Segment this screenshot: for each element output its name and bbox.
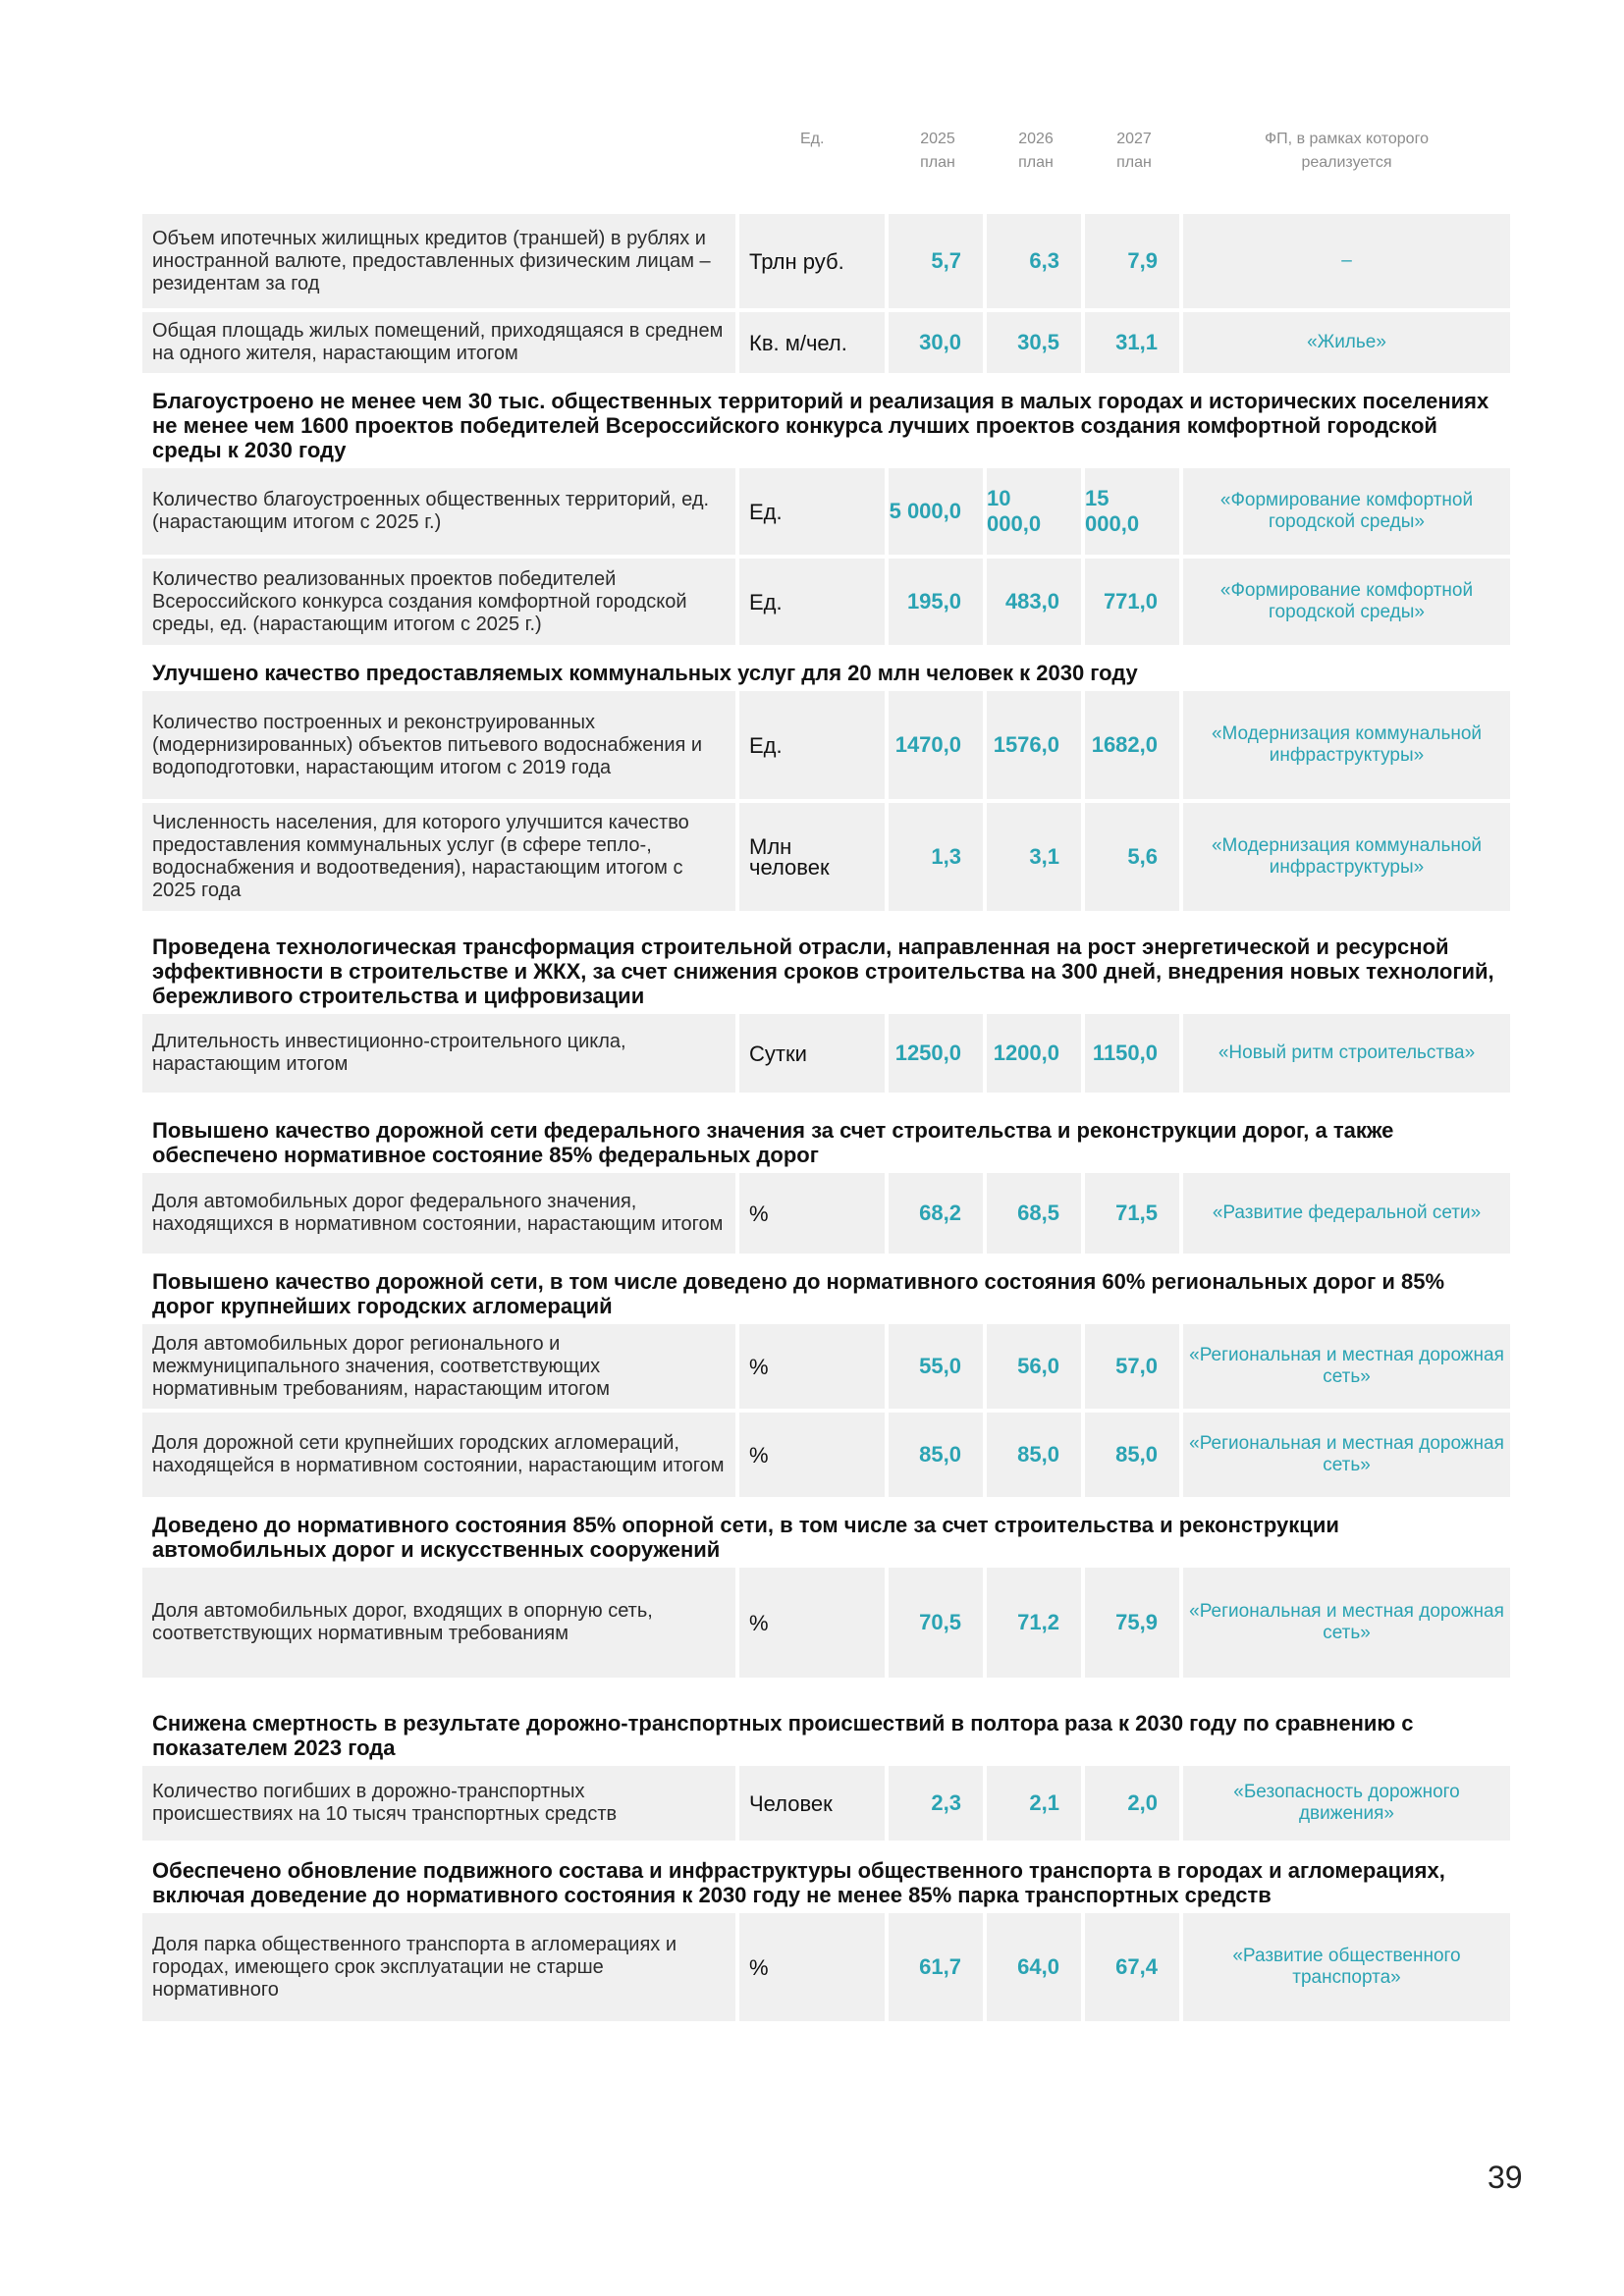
table-row [142, 312, 1517, 373]
value-2027: 2,0 [1085, 1766, 1179, 1841]
indicator-name: Количество благоустроенных общественных территорий, ед. (нарастающим итогом с 2025 г.) [142, 468, 735, 555]
federal-project: «Модернизация коммунальной инфраструктуры» [1183, 803, 1510, 911]
table-row [142, 1413, 1517, 1497]
value-2025: 70,5 [889, 1568, 983, 1678]
indicator-name: Доля парка общественного транспорта в агломерациях и городах, имеющего срок эксплуатации не старше нормативного [142, 1913, 735, 2021]
federal-project: «Формирование комфортной городской среды» [1183, 468, 1510, 555]
section-title: Повышено качество дорожной сети федерального значения за счет строительства и реконструкции дорог, а также обеспечено нормативное состояние 85% федеральных дорог [152, 1118, 1394, 1167]
value-2026: 71,2 [987, 1568, 1081, 1678]
header-fp: ФП, в рамках которого реализуется [1265, 131, 1429, 171]
value-2026: 68,5 [987, 1173, 1081, 1254]
federal-project: – [1183, 214, 1510, 308]
value-2026: 1576,0 [987, 691, 1081, 799]
value-2027: 57,0 [1085, 1324, 1179, 1409]
value-2026: 10 000,0 [987, 468, 1081, 555]
indicator-name: Численность населения, для которого улучшится качество предоставления коммунальных услуг (в сфере тепло-, водоснабжения и водоотведения), нарастающим итогом с 2025 года [142, 803, 735, 911]
section-title: Доведено до нормативного состояния 85% опорной сети, в том числе за счет строительства и реконструкции автомобильных дорог и искусственных сооружений [152, 1513, 1339, 1562]
federal-project: «Новый ритм строительства» [1183, 1014, 1510, 1093]
table-header [142, 128, 1517, 206]
value-2025: 5,7 [889, 214, 983, 308]
indicator-unit: Ед. [739, 468, 885, 555]
table-row [142, 1014, 1517, 1093]
indicator-unit: % [739, 1568, 885, 1678]
value-2025: 2,3 [889, 1766, 983, 1841]
table-row [142, 1913, 1517, 2021]
value-2026: 85,0 [987, 1413, 1081, 1497]
federal-project: «Модернизация коммунальной инфраструктуры» [1183, 691, 1510, 799]
indicator-table [142, 128, 1517, 2025]
table-row [142, 1324, 1517, 1409]
header-year-2027: 2027 план [1116, 131, 1152, 171]
value-2025: 1,3 [889, 803, 983, 911]
value-2027: 75,9 [1085, 1568, 1179, 1678]
indicator-name: Количество погибших в дорожно-транспортных происшествиях на 10 тысяч транспортных средств [142, 1766, 735, 1841]
indicator-unit: % [739, 1324, 885, 1409]
indicator-unit: Человек [739, 1766, 885, 1841]
table-row [142, 803, 1517, 911]
table-row [142, 1568, 1517, 1678]
header-year-2026: 2026 план [1018, 131, 1054, 171]
value-2027: 71,5 [1085, 1173, 1179, 1254]
value-2025: 61,7 [889, 1913, 983, 2021]
header-year-2025: 2025 план [920, 131, 955, 171]
indicator-unit: % [739, 1173, 885, 1254]
value-2026: 30,5 [987, 312, 1081, 373]
value-2025: 1250,0 [889, 1014, 983, 1093]
indicator-unit: Ед. [739, 559, 885, 645]
value-2025: 68,2 [889, 1173, 983, 1254]
table-row [142, 559, 1517, 645]
indicator-name: Доля автомобильных дорог регионального и межмуниципального значения, соответствующих нормативным требованиям, нарастающим итогом [142, 1324, 735, 1409]
section-title: Улучшено качество предоставляемых коммунальных услуг для 20 млн человек к 2030 году [152, 661, 1138, 685]
table-body [142, 214, 1517, 2021]
federal-project: «Развитие общественного транспорта» [1183, 1913, 1510, 2021]
value-2025: 195,0 [889, 559, 983, 645]
value-2026: 3,1 [987, 803, 1081, 911]
section-title: Обеспечено обновление подвижного состава и инфраструктуры общественного транспорта в городах и агломерациях, включая доведение до нормативного состояния к 2030 году не менее 85% парка транспортных средств [152, 1858, 1445, 1907]
value-2025: 55,0 [889, 1324, 983, 1409]
indicator-name: Объем ипотечных жилищных кредитов (траншей) в рублях и иностранной валюте, предоставленных физическим лицам – резидентам за год [142, 214, 735, 308]
value-2025: 5 000,0 [889, 468, 983, 555]
section-title: Благоустроено не менее чем 30 тыс. общественных территорий и реализация в малых городах и исторических поселениях не менее чем 1600 проектов победителей Всероссийского конкурса лучших проектов создания комфортной городской среды к 2030 году [152, 389, 1489, 462]
value-2027: 1682,0 [1085, 691, 1179, 799]
table-row [142, 1766, 1517, 1841]
federal-project: «Жилье» [1183, 312, 1510, 373]
value-2027: 67,4 [1085, 1913, 1179, 2021]
federal-project: «Безопасность дорожного движения» [1183, 1766, 1510, 1841]
value-2027: 5,6 [1085, 803, 1179, 911]
value-2027: 771,0 [1085, 559, 1179, 645]
federal-project: «Региональная и местная дорожная сеть» [1183, 1568, 1510, 1678]
section-title: Повышено качество дорожной сети, в том числе доведено до нормативного состояния 60% региональных дорог и 85% дорог крупнейших городских агломераций [152, 1269, 1445, 1318]
indicator-name: Общая площадь жилых помещений, приходящаяся в среднем на одного жителя, нарастающим итогом [142, 312, 735, 373]
value-2027: 1150,0 [1085, 1014, 1179, 1093]
value-2027: 85,0 [1085, 1413, 1179, 1497]
value-2025: 30,0 [889, 312, 983, 373]
value-2026: 483,0 [987, 559, 1081, 645]
indicator-unit: Ед. [739, 691, 885, 799]
value-2027: 7,9 [1085, 214, 1179, 308]
value-2026: 64,0 [987, 1913, 1081, 2021]
indicator-unit: Сутки [739, 1014, 885, 1093]
table-row [142, 1173, 1517, 1254]
federal-project: «Региональная и местная дорожная сеть» [1183, 1413, 1510, 1497]
value-2025: 85,0 [889, 1413, 983, 1497]
page-number: 39 [1488, 2160, 1523, 2195]
table-row [142, 214, 1517, 308]
value-2025: 1470,0 [889, 691, 983, 799]
value-2026: 6,3 [987, 214, 1081, 308]
indicator-unit: Трлн руб. [739, 214, 885, 308]
indicator-name: Доля автомобильных дорог, входящих в опорную сеть, соответствующих нормативным требованиям [142, 1568, 735, 1678]
federal-project: «Формирование комфортной городской среды» [1183, 559, 1510, 645]
value-2026: 56,0 [987, 1324, 1081, 1409]
value-2027: 31,1 [1085, 312, 1179, 373]
section-title: Снижена смертность в результате дорожно-транспортных происшествий в полтора раза к 2030 году по сравнению с показателем 2023 года [152, 1711, 1414, 1760]
indicator-name: Доля дорожной сети крупнейших городских агломераций, находящейся в нормативном состоянии, нарастающим итогом [142, 1413, 735, 1497]
value-2026: 1200,0 [987, 1014, 1081, 1093]
indicator-name: Количество реализованных проектов победителей Всероссийского конкурса создания комфортной городской среды, ед. (нарастающим итогом с 2025 г.) [142, 559, 735, 645]
indicator-name: Доля автомобильных дорог федерального значения, находящихся в нормативном состоянии, нарастающим итогом [142, 1173, 735, 1254]
indicator-name: Длительность инвестиционно-строительного цикла, нарастающим итогом [142, 1014, 735, 1093]
header-unit: Ед. [800, 131, 825, 147]
value-2026: 2,1 [987, 1766, 1081, 1841]
table-row [142, 468, 1517, 555]
table-row [142, 691, 1517, 799]
indicator-name: Количество построенных и реконструированных (модернизированных) объектов питьевого водоснабжения и водоподготовки, нарастающим итогом с 2019 года [142, 691, 735, 799]
value-2027: 15 000,0 [1085, 468, 1179, 555]
indicator-unit: % [739, 1413, 885, 1497]
indicator-unit: Кв. м/чел. [739, 312, 885, 373]
indicator-unit: % [739, 1913, 885, 2021]
section-title: Проведена технологическая трансформация строительной отрасли, направленная на рост энергетической и ресурсной эффективности в строительстве и ЖКХ, за счет снижения сроков строительства на 300 дней, внедрения новых технологий, бережливого строительства и цифровизации [152, 934, 1494, 1008]
federal-project: «Региональная и местная дорожная сеть» [1183, 1324, 1510, 1409]
header-spacer [142, 128, 739, 206]
indicator-unit: Млн человек [739, 803, 885, 911]
federal-project: «Развитие федеральной сети» [1183, 1173, 1510, 1254]
